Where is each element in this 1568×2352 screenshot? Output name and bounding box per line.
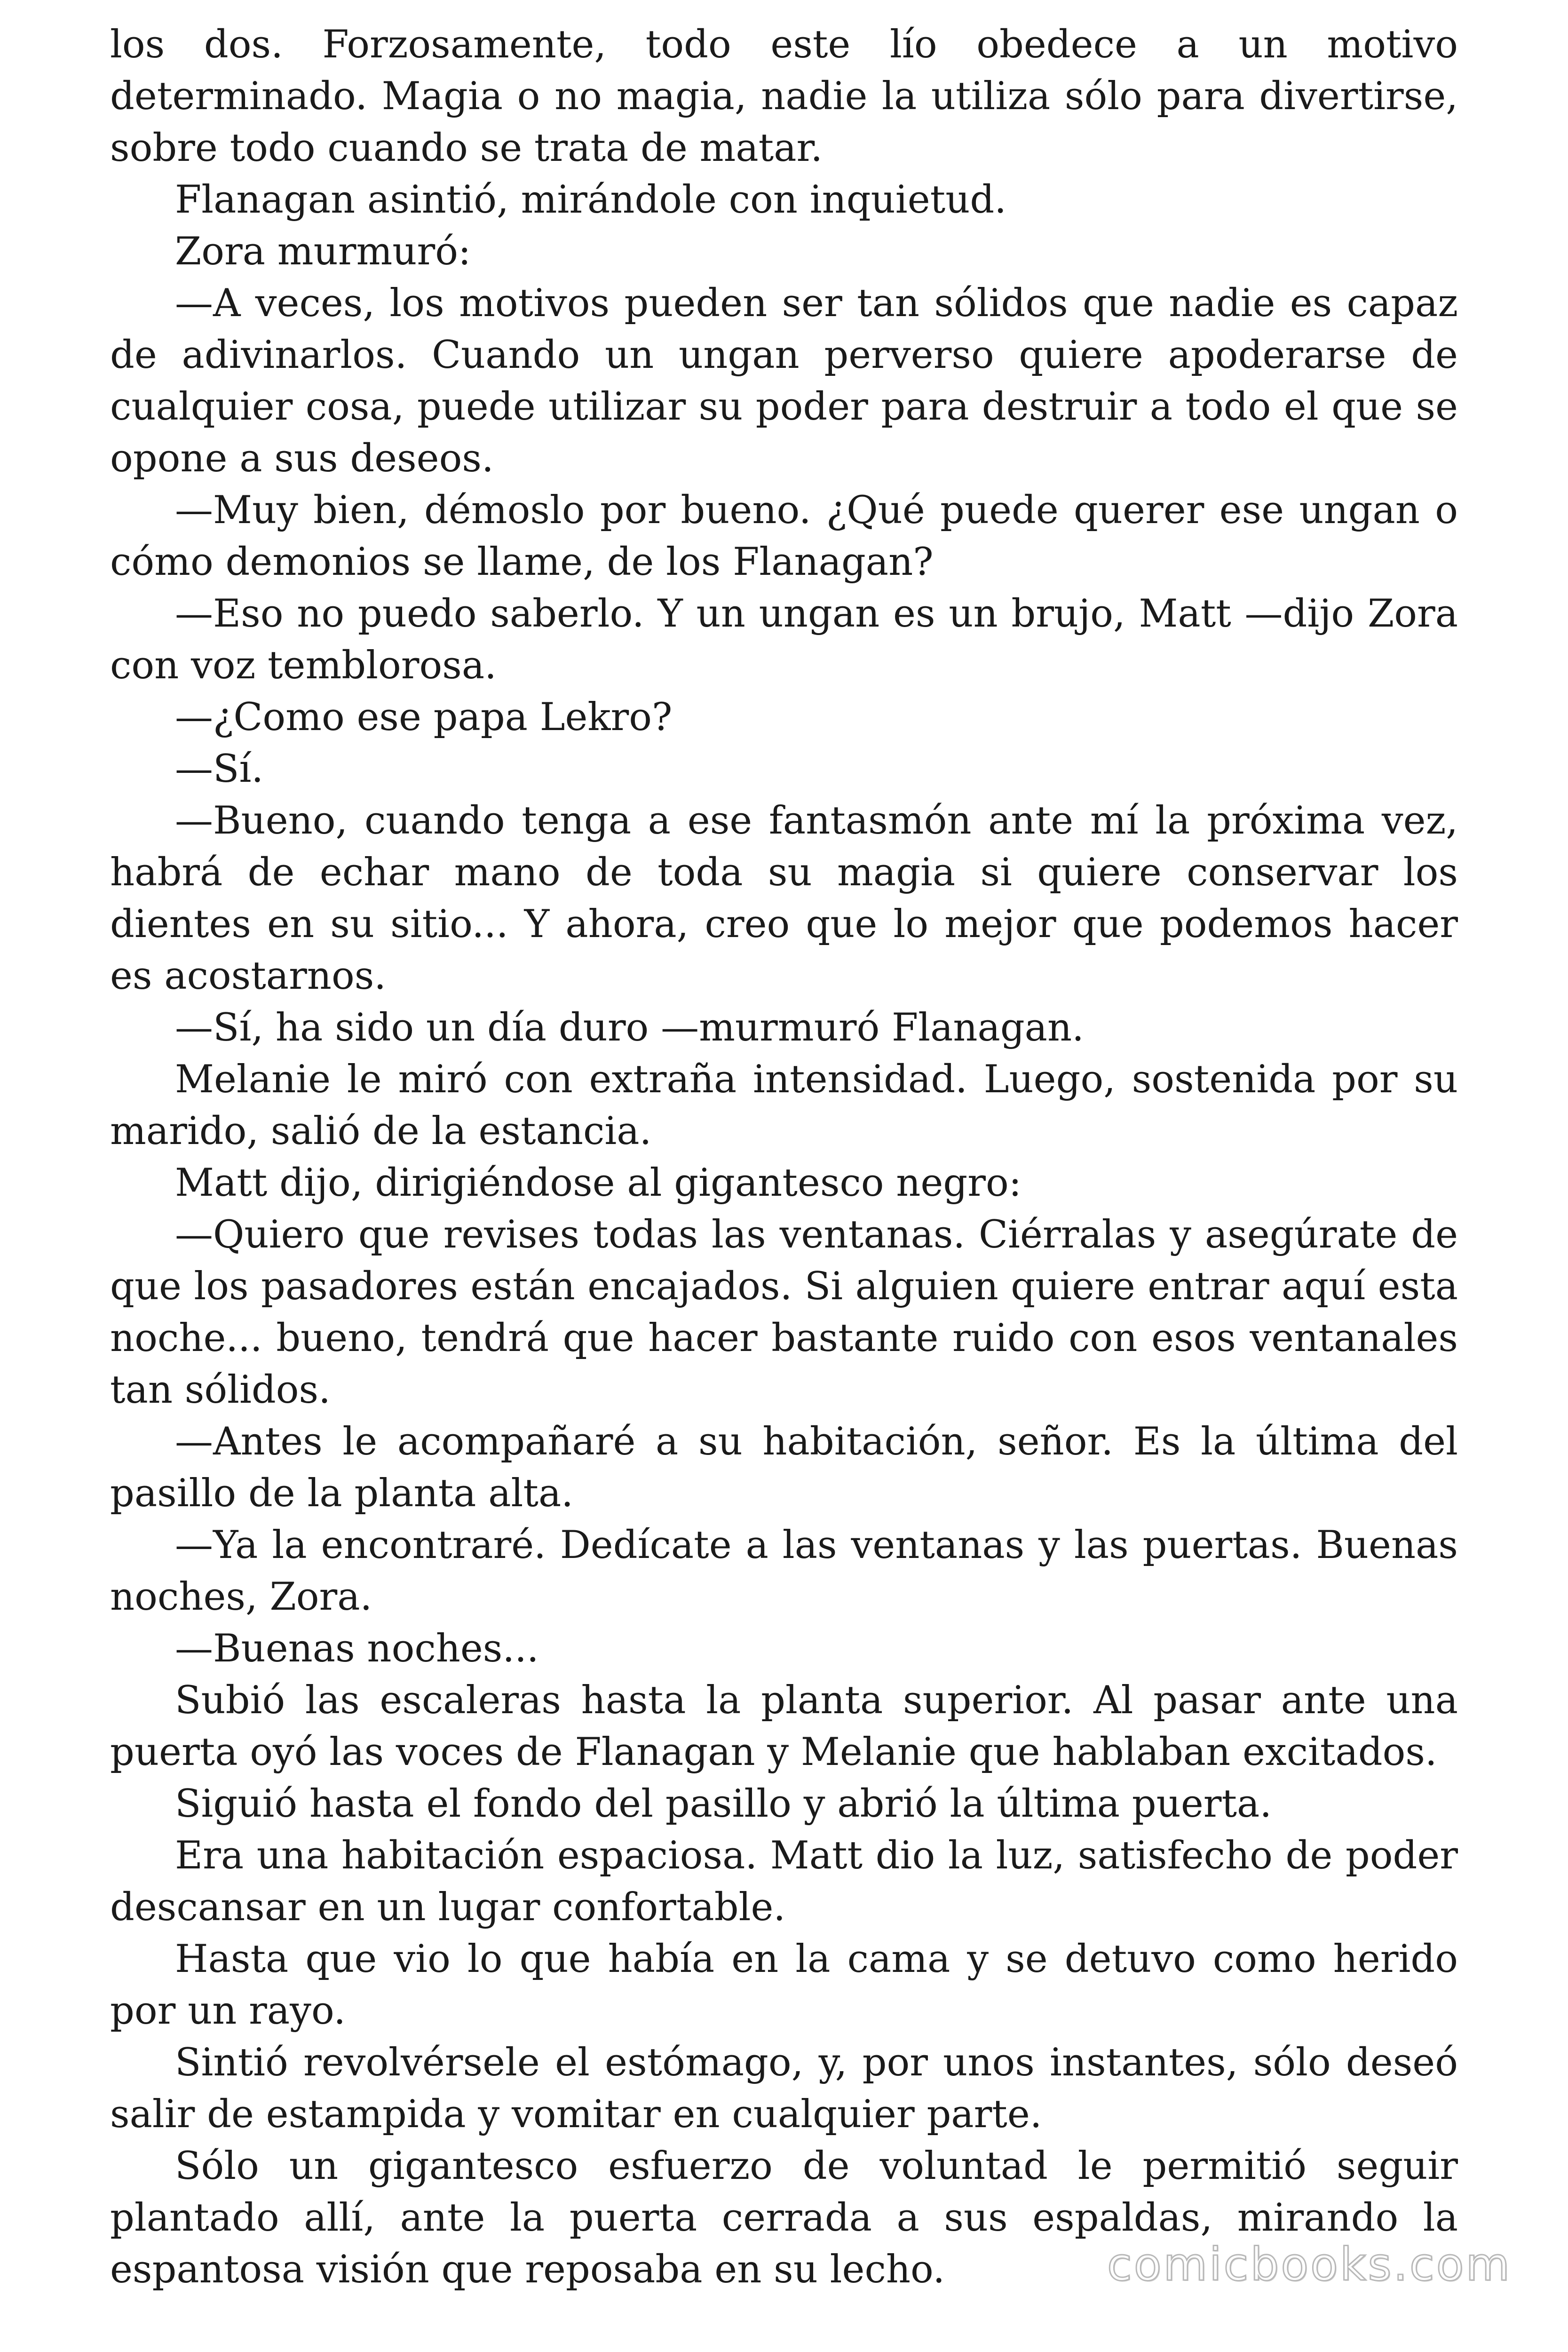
book-page (110, 19, 1458, 2296)
paragraph: Hasta que vio lo que había en la cama y se detuvo como herido por un rayo. (110, 1937, 1458, 2033)
watermark: comicbooks.com (1107, 2238, 1512, 2291)
paragraph: —Eso no puedo saberlo. Y un ungan es un brujo, Matt —dijo Zora con voz temblorosa. (110, 592, 1458, 688)
paragraph: —Ya la encontraré. Dedícate a las ventanas y las puertas. Buenas noches, Zora. (110, 1523, 1458, 1619)
paragraph: Siguió hasta el fondo del pasillo y abrió la última puerta. (175, 1782, 1272, 1826)
paragraph: Melanie le miró con extraña intensidad. Luego, sostenida por su marido, salió de la estancia. (110, 1057, 1458, 1153)
paragraph: —¿Como ese papa Lekro? (175, 695, 673, 739)
paragraph: —Buenas noches... (175, 1627, 539, 1671)
paragraph: —Bueno, cuando tenga a ese fantasmón ante mí la próxima vez, habrá de echar mano de toda su magia si quiere conservar los dientes en su sitio... Y ahora, creo que lo mejor que podemos hacer es acostarnos. (110, 799, 1458, 998)
paragraph-continuation: los dos. Forzosamente, todo este lío obedece a un motivo determinado. Magia o no magia, nadie la utiliza sólo para divertirse, sobre todo cuando se trata de matar. (110, 23, 1458, 170)
paragraph: —Sí. (175, 747, 264, 791)
paragraph: —Quiero que revises todas las ventanas. Ciérralas y asegúrate de que los pasadores están encajados. Si alguien quiere entrar aquí esta noche... bueno, tendrá que hacer bastante ruido con esos ventanales tan sólidos. (110, 1213, 1458, 1412)
paragraph: —Sí, ha sido un día duro —murmuró Flanagan. (175, 1006, 1084, 1050)
paragraph: Sólo un gigantesco esfuerzo de voluntad le permitió seguir plantado allí, ante la puerta cerrada a sus espaldas, mirando la espantosa visión que reposaba en su lecho. (110, 2144, 1458, 2292)
paragraph: —Muy bien, démoslo por bueno. ¿Qué puede querer ese ungan o cómo demonios se llame, de los Flanagan? (110, 488, 1458, 584)
paragraph: Era una habitación espaciosa. Matt dio la luz, satisfecho de poder descansar en un lugar confortable. (110, 1834, 1458, 1930)
paragraph: —Antes le acompañaré a su habitación, señor. Es la última del pasillo de la planta alta. (110, 1420, 1458, 1516)
paragraph: Subió las escaleras hasta la planta superior. Al pasar ante una puerta oyó las voces de Flanagan y Melanie que hablaban excitados. (110, 1678, 1458, 1774)
paragraph: —A veces, los motivos pueden ser tan sólidos que nadie es capaz de adivinarlos. Cuando un ungan perverso quiere apoderarse de cualquier cosa, puede utilizar su poder para destruir a todo el que se opone a sus deseos. (110, 281, 1458, 481)
paragraph: Zora murmuró: (175, 230, 471, 274)
paragraph: Matt dijo, dirigiéndose al gigantesco negro: (175, 1161, 1022, 1205)
paragraph: Sintió revolvérsele el estómago, y, por unos instantes, sólo deseó salir de estampida y vomitar en cualquier parte. (110, 2041, 1458, 2137)
paragraph: Flanagan asintió, mirándole con inquietud. (175, 178, 1006, 222)
